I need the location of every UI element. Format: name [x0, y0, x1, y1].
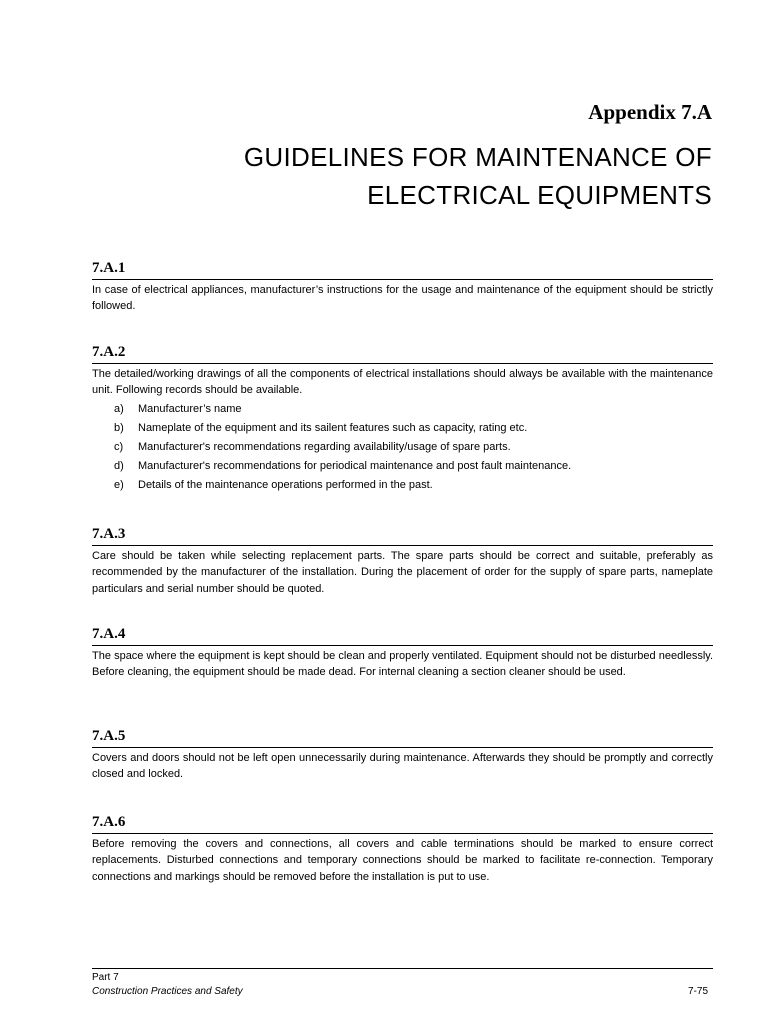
- list-item: [92, 400, 713, 419]
- section-heading: 7.A.5: [92, 726, 713, 748]
- section-text: Covers and doors should not be left open unnecessarily during maintenance. Afterwards they should be promptly and correctly closed and locked.: [92, 752, 713, 781]
- list-marker: a): [114, 402, 124, 415]
- title-line-1: GUIDELINES FOR MAINTENANCE OF: [243, 142, 712, 172]
- footer-divider: [92, 968, 713, 969]
- list-item-text: Manufacturer's recommendations for periodical maintenance and post fault maintenance.: [138, 459, 572, 472]
- section-text: Care should be taken while selecting replacement parts. The spare parts should be correct and suitable, preferably as recommended by the manufacturer of the installation. During the placement of order for the supply of spare parts, nameplate particulars and serial number should be quoted.: [92, 550, 713, 595]
- footer-part-label: Part 7: [92, 972, 119, 983]
- section-heading: 7.A.1: [92, 258, 713, 280]
- records-list: [92, 400, 713, 495]
- section-text: The detailed/working drawings of all the components of electrical installations should always be available with the maintenance unit. Following records should be available.: [92, 368, 713, 397]
- section-7a5: [92, 726, 713, 783]
- list-item: [92, 419, 713, 438]
- list-marker: c): [114, 440, 124, 453]
- list-marker: e): [114, 478, 124, 491]
- section-7a1: [92, 258, 713, 315]
- list-item: [92, 457, 713, 476]
- section-heading: 7.A.2: [92, 342, 713, 364]
- list-item: [92, 476, 713, 495]
- section-text: In case of electrical appliances, manufacturer’s instructions for the usage and maintenance of the equipment should be strictly followed.: [92, 284, 713, 313]
- section-7a6: [92, 812, 713, 885]
- list-marker: b): [114, 421, 124, 434]
- section-text: Before removing the covers and connections, all covers and cable terminations should be marked to ensure correct replacements. Disturbed connections and temporary connections should be marked to facilitate re-connection. Temporary connections and markings should be removed before the installation is put to use.: [92, 838, 713, 883]
- section-text: The space where the equipment is kept should be clean and properly ventilated. Equipment should not be disturbed needlessly. Before cleaning, the equipment should be made dead. For internal cleaning a section cleaner should be used.: [92, 650, 713, 679]
- section-7a4: [92, 624, 713, 681]
- section-heading: 7.A.6: [92, 812, 713, 834]
- list-item-text: Nameplate of the equipment and its sailent features such as capacity, rating etc.: [138, 421, 528, 434]
- list-item-text: Details of the maintenance operations performed in the past.: [138, 478, 433, 491]
- footer-subtitle: Construction Practices and Safety: [92, 986, 243, 997]
- section-7a2: [92, 342, 713, 495]
- page-title: [244, 138, 712, 214]
- list-item: [92, 438, 713, 457]
- title-line-2: ELECTRICAL EQUIPMENTS: [367, 180, 712, 210]
- section-heading: 7.A.3: [92, 524, 713, 546]
- section-heading: 7.A.4: [92, 624, 713, 646]
- list-marker: d): [114, 459, 124, 472]
- appendix-label: Appendix 7.A: [588, 100, 712, 124]
- section-7a3: [92, 524, 713, 597]
- page-number: 7-75: [687, 986, 708, 997]
- list-item-text: Manufacturer's recommendations regarding availability/usage of spare parts.: [138, 440, 511, 453]
- list-item-text: Manufacturer’s name: [138, 402, 242, 415]
